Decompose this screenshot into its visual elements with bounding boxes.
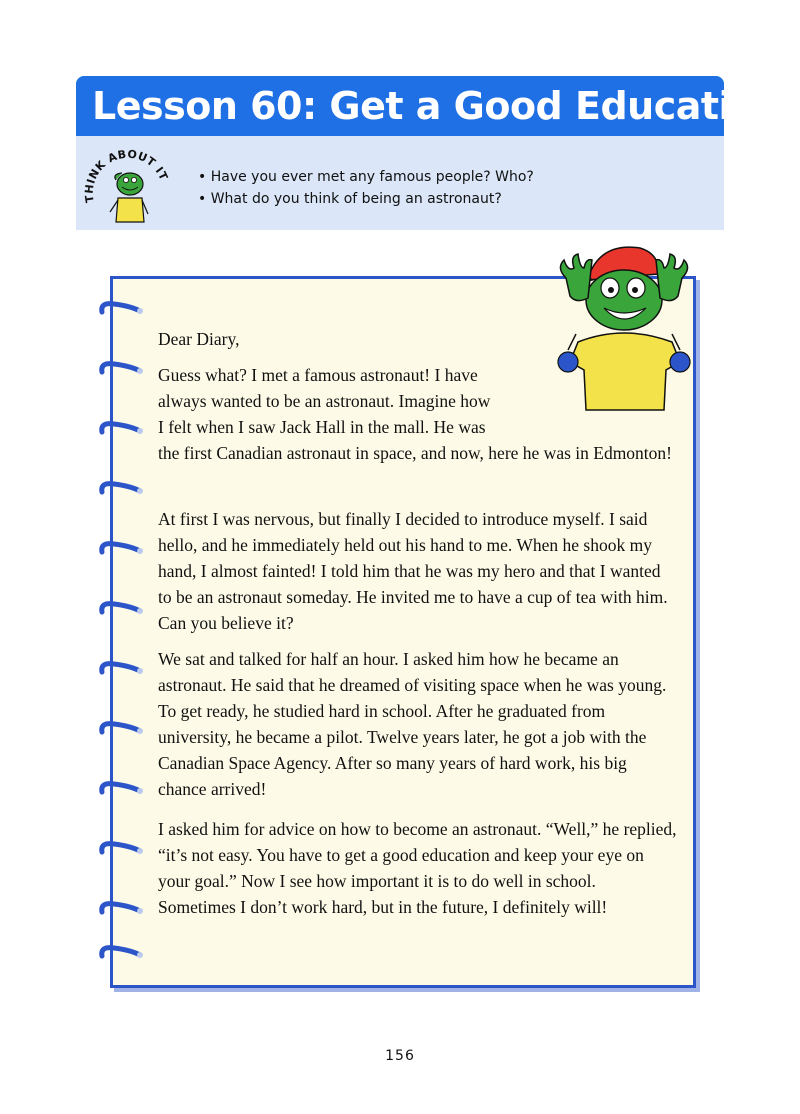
diary-paragraph-3: We sat and talked for half an hour. I asked him how he became an astronaut. He said that he dreamed of visiting space when he was young. To get ready, he studied hard in school. After he graduated from university, he became a pilot. Twelve years later, he got a job with the Canadian Space Agency. After so many years of hard work, his big chance arrived! [158, 649, 667, 799]
think-about-it-badge [82, 140, 174, 228]
lesson-title-bar [76, 76, 784, 136]
badge-text: THINK ABOUT IT [82, 147, 171, 204]
paragraph-1-rest: the first Canadian astronaut in space, and now, here he was in Edmonton! [158, 443, 672, 463]
diary-greeting: Dear Diary, [158, 329, 240, 349]
lesson-title: Lesson 60: Get a Good Education [92, 84, 784, 128]
binder-ring-icon [102, 948, 138, 956]
question-item: • Have you ever met any famous people? Who? [198, 166, 534, 188]
paragraph-1-line-1: Guess what? I met a famous astronaut! I have [158, 365, 478, 385]
binder-ring-icon [102, 304, 138, 312]
diary-paragraph-1 [158, 362, 678, 466]
binder-ring-icon [102, 844, 138, 852]
paragraph-1-line-3: I felt when I saw Jack Hall in the mall. He was [158, 417, 486, 437]
binder-ring-icon [102, 664, 138, 672]
binder-ring-icon [102, 544, 138, 552]
mascot-saluting-icon [110, 173, 148, 222]
think-about-it-box [76, 136, 724, 230]
diary-paragraph-2: At first I was nervous, but finally I decided to introduce myself. I said hello, and he immediately held out his hand to me. When he shook my hand, I almost fainted! I told him that he was my hero and that I wanted to be an astronaut someday. He invited me to have a cup of tea with him. Can you believe it? [158, 509, 668, 633]
binder-rings [94, 296, 154, 976]
question-item: • What do you think of being an astronaut? [198, 188, 534, 210]
binder-ring-icon [102, 364, 138, 372]
diary-paragraph-4: I asked him for advice on how to become an astronaut. “Well,” he replied, “it’s not easy. You have to get a good education and keep your eye on your goal.” Now I see how important it is to do well in school. Sometimes I don’t work hard, but in the future, I definitely will! [158, 819, 677, 917]
binder-ring-icon [102, 904, 138, 912]
binder-ring-icon [102, 604, 138, 612]
paragraph-1-line-2: always wanted to be an astronaut. Imagine how [158, 391, 491, 411]
page-number: 156 [385, 1048, 415, 1064]
binder-ring-icon [102, 724, 138, 732]
binder-ring-icon [102, 424, 138, 432]
binder-ring-icon [102, 484, 138, 492]
think-questions [198, 166, 534, 210]
binder-ring-icon [102, 784, 138, 792]
